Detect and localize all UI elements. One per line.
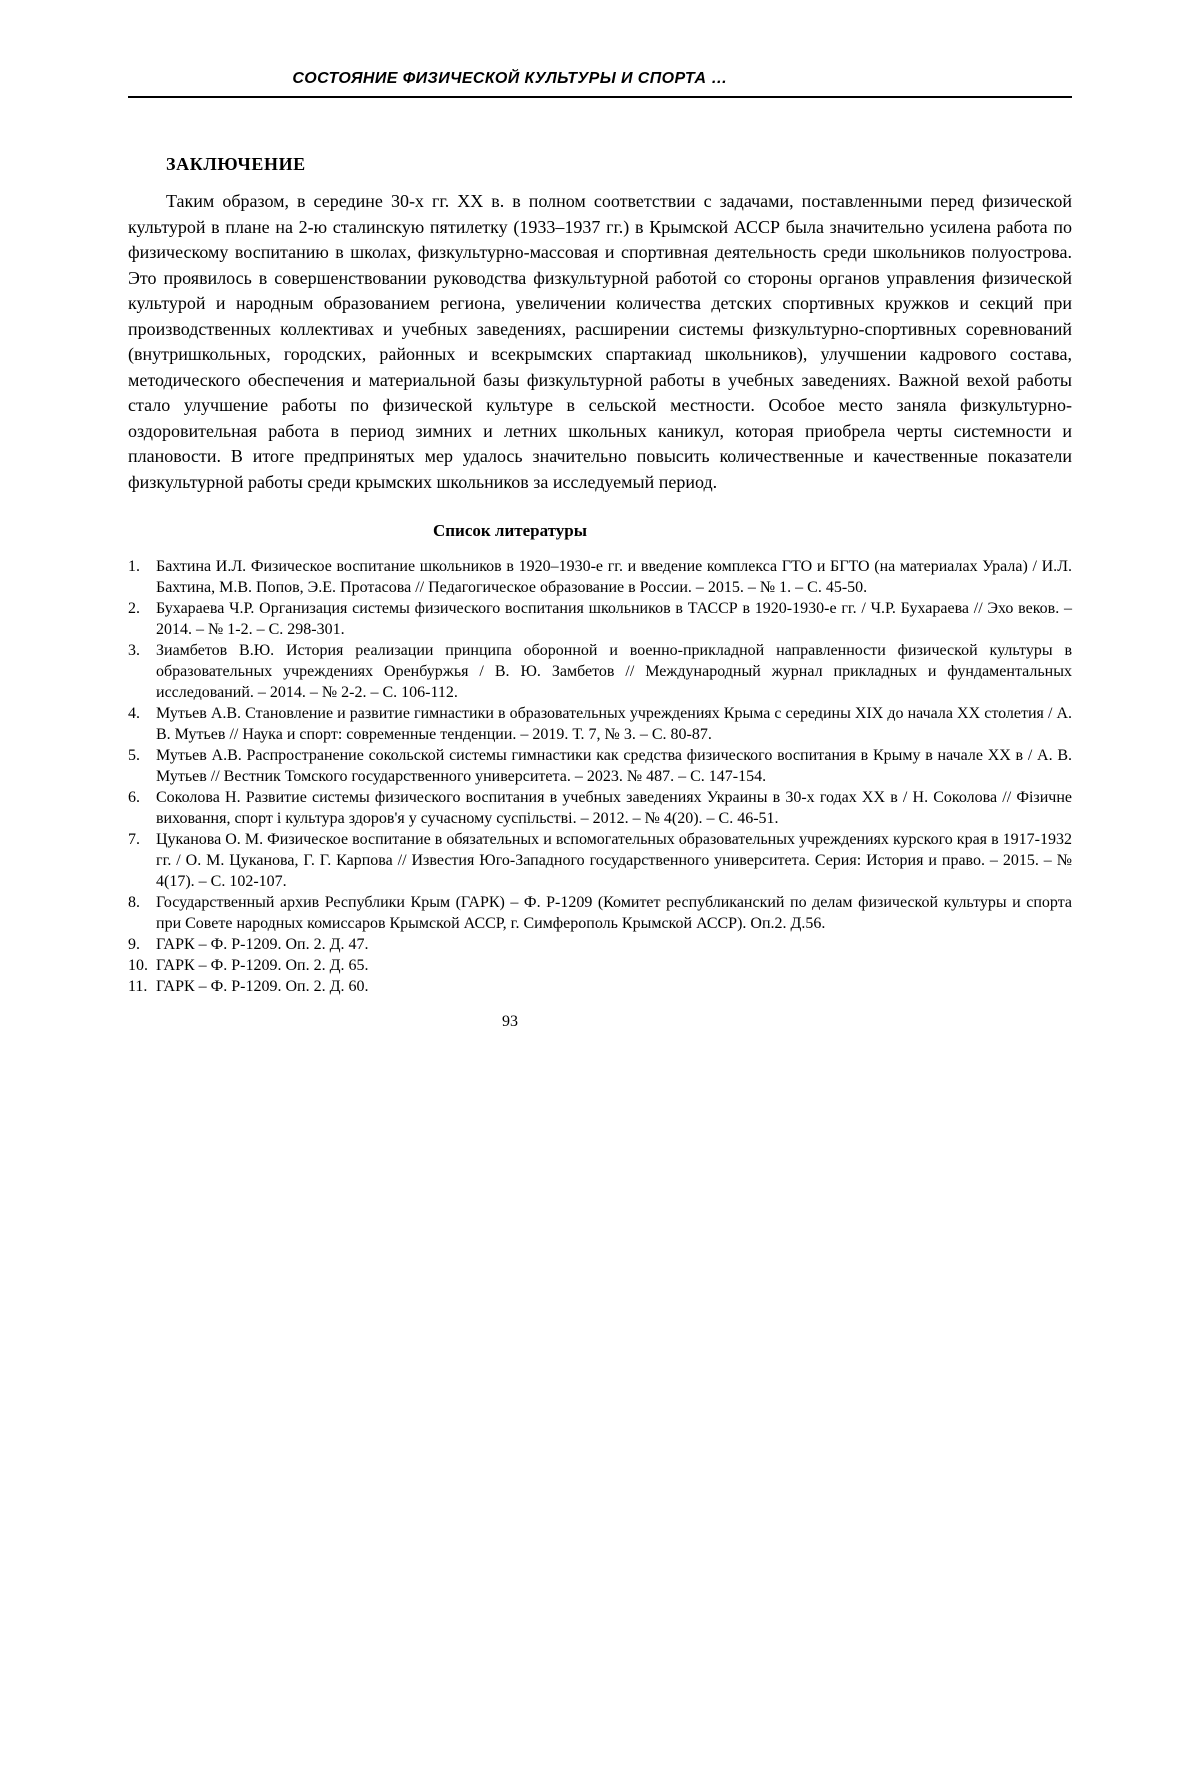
conclusion-heading: ЗАКЛЮЧЕНИЕ xyxy=(166,154,306,174)
reference-text: Мутьев А.В. Становление и развитие гимнастики в образовательных учреждениях Крыма с середины XIX до начала XX столетия / А. В. Мутьев // Наука и спорт: современные тенденции. – 2019. Т. 7, № 3. – С. 80-87. xyxy=(156,705,1072,743)
reference-number: 10. xyxy=(128,957,148,974)
reference-number: 8. xyxy=(128,894,140,911)
reference-text: ГАРК – Ф. Р-1209. Оп. 2. Д. 60. xyxy=(156,978,369,995)
reference-number: 5. xyxy=(128,747,140,764)
references-heading: Список литературы xyxy=(432,521,588,540)
reference-text: Бухараева Ч.Р. Организация системы физического воспитания школьников в ТАССР в 1920-1930-е гг. / Ч.Р. Бухараева // Эхо веков. – 2014. – № 1-2. – С. 298-301. xyxy=(156,600,1072,638)
reference-text: ГАРК – Ф. Р-1209. Оп. 2. Д. 47. xyxy=(156,936,369,953)
paper-page xyxy=(0,70,1200,1767)
running-header: СОСТОЯНИЕ ФИЗИЧЕСКОЙ КУЛЬТУРЫ И СПОРТА … xyxy=(292,70,728,87)
references-list xyxy=(128,556,1072,997)
reference-text: Бахтина И.Л. Физическое воспитание школьников в 1920–1930-е гг. и введение комплекса ГТО и БГТО (на материалах Урала) / И.Л. Бахтина, М.В. Попов, Э.Е. Протасова // Педагогическое образование в России. – 2015. – № 1. – С. 45-50. xyxy=(156,558,1072,596)
reference-number: 1. xyxy=(128,558,140,575)
reference-item xyxy=(128,829,1072,892)
reference-item xyxy=(128,976,1072,997)
reference-text: Мутьев А.В. Распространение сокольской системы гимнастики как средства физического воспитания в Крыму в начале XX в / А. В. Мутьев // Вестник Томского государственного университета. – 2023. № 487. – С. 147-154. xyxy=(156,747,1072,785)
reference-number: 6. xyxy=(128,789,140,806)
reference-number: 7. xyxy=(128,831,140,848)
reference-item xyxy=(128,892,1072,934)
reference-number: 2. xyxy=(128,600,140,617)
conclusion-paragraph: Таким образом, в середине 30-х гг. XX в. в полном соответствии с задачами, поставленными перед физической культурой в плане на 2-ю сталинскую пятилетку (1933–1937 гг.) в Крымской АССР была значительно усилена работа по физическому воспитанию в школах, физкультурно-массовая и спортивная деятельность среди школьников полуострова. Это проявилось в совершенствовании руководства физкультурной работой со стороны органов управления физической культурой и народным образованием региона, увеличении количества детских спортивных кружков и секций при производственных коллективах и учебных заведениях, расширении системы физкультурно-спортивных соревнований (внутришкольных, городских, районных и всекрымских спартакиад школьников), улучшении кадрового состава, методического обеспечения и материальной базы физкультурной работы в учебных заведениях. Важной вехой работы стало улучшение работы по физической культуре в сельской местности. Особое место заняла физкультурно-оздоровительная работа в период зимних и летних школьных каникул, которая приобрела черты системности и плановости. В итоге предпринятых мер удалось значительно повысить количественные и качественные показатели физкультурной работы среди крымских школьников за исследуемый период. xyxy=(128,191,1072,492)
reference-item xyxy=(128,556,1072,598)
reference-item xyxy=(128,955,1072,976)
reference-item xyxy=(128,598,1072,640)
reference-text: Цуканова О. М. Физическое воспитание в обязательных и вспомогательных образовательных учреждениях курского края в 1917-1932 гг. / О. М. Цуканова, Г. Г. Карпова // Известия Юго-Западного государственного университета. Серия: История и право. – 2015. – № 4(17). – С. 102-107. xyxy=(156,831,1072,890)
reference-item xyxy=(128,745,1072,787)
reference-item xyxy=(128,787,1072,829)
reference-text: ГАРК – Ф. Р-1209. Оп. 2. Д. 65. xyxy=(156,957,369,974)
reference-item xyxy=(128,640,1072,703)
reference-number: 4. xyxy=(128,705,140,722)
reference-item xyxy=(128,934,1072,955)
reference-number: 11. xyxy=(128,978,148,995)
reference-number: 9. xyxy=(128,936,140,953)
reference-text: Государственный архив Республики Крым (ГАРК) – Ф. Р-1209 (Комитет республиканский по делам физической культуры и спорта при Совете народных комиссаров Крымской АССР, г. Симферополь Крымской АССР). Оп.2. Д.56. xyxy=(156,894,1072,932)
header-rule xyxy=(128,96,1072,98)
page-number: 93 xyxy=(502,1013,518,1030)
reference-item xyxy=(128,703,1072,745)
reference-number: 3. xyxy=(128,642,140,659)
reference-text: Зиамбетов В.Ю. История реализации принципа оборонной и военно-прикладной направленности физической культуры в образовательных учреждениях Оренбуржья / В. Ю. Замбетов // Международный журнал прикладных и фундаментальных исследований. – 2014. – № 2-2. – С. 106-112. xyxy=(156,642,1072,701)
reference-text: Соколова Н. Развитие системы физического воспитания в учебных заведениях Украины в 30-х годах XX в / Н. Соколова // Фізичне виховання, спорт і культура здоров'я у сучасному суспільстві. – 2012. – № 4(20). – С. 46-51. xyxy=(156,789,1072,827)
